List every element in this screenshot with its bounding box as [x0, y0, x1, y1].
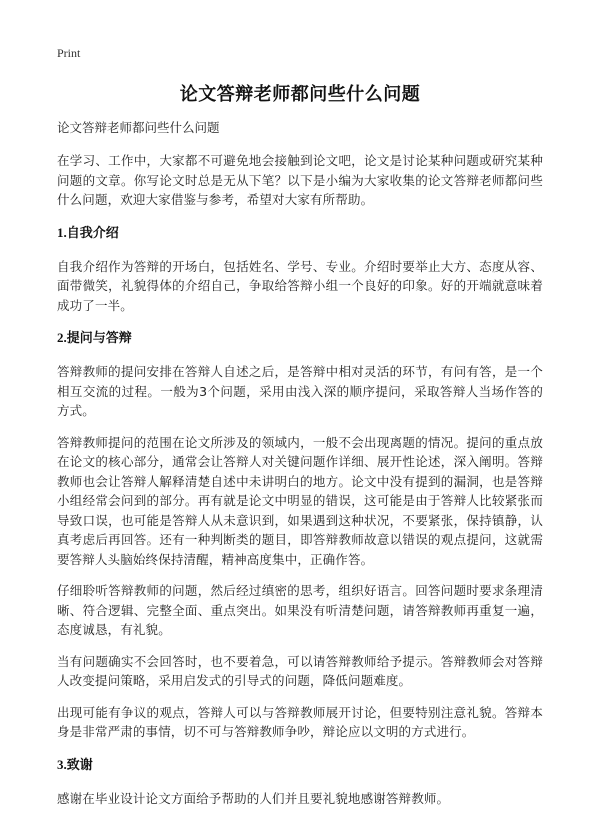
print-link[interactable]: Print [57, 46, 81, 60]
qa-paragraph-3: 仔细聆听答辩教师的问题，然后经过缜密的思考，组织好语言。回答问题时要求条理清晰、符合逻辑、完整全面、重点突出。如果没有听清楚问题，请答辩教师再重复一遍，态度诚恳，有礼貌。 [57, 583, 543, 637]
qa-paragraph-5: 出现可能有争议的观点，答辩人可以与答辩教师展开讨论，但要特别注意礼貌。答辩本身是非常严肃的事情，切不可与答辩教师争吵，辩论应以文明的方式进行。 [57, 704, 543, 739]
section-heading-thanks: 3.致谢 [57, 756, 93, 772]
qa-paragraph-2: 答辩教师提问的范围在论文所涉及的领域内，一般不会出现离题的情况。提问的重点放在论文的核心部分，通常会让答辩人对关键问题作详细、展开性论述，深入阐明。答辩教师也会让答辩人解释清楚自述中未讲明白的地方。论文中没有提到的漏洞，也是答辩小组经常会问到的部分。再有就是论文中明显的错误，这可能是由于答辩人比较紧张而导致口误，也可能是答辩人从未意识到，如果遇到这种状况，不要紧张，保持镇静，认真考虑后再回答。还有一种判断类的题目，即答辩教师故意以错误的观点提问，这就需要答辩人头脑始终保持清醒，精神高度集中，正确作答。 [57, 434, 543, 567]
qa-paragraph-1: 答辩教师的提问安排在答辩人自述之后，是答辩中相对灵活的环节，有问有答，是一个相互交流的过程。一般为3个问题，采用由浅入深的顺序提问，采取答辩人当场作答的方式。 [57, 364, 543, 418]
section-heading-qa: 2.提问与答辩 [57, 330, 132, 345]
intro-paragraph: 在学习、工作中，大家都不可避免地会接触到论文吧，论文是讨论某种问题或研究某种问题的文章。你写论文时总是无从下笔？以下是小编为大家收集的论文答辩老师都问些什么问题，欢迎大家借鉴与参考，希望对大家有所帮助。 [57, 153, 543, 207]
article-subtitle: 论文答辩老师都问些什么问题 [57, 120, 220, 135]
qa-paragraph-4: 当有问题确实不会回答时，也不要着急，可以请答辩教师给予提示。答辩教师会对答辩人改变提问策略，采用启发式的引导式的问题，降低问题难度。 [57, 653, 543, 688]
article-body [57, 118, 543, 820]
self-intro-paragraph: 自我介绍作为答辩的开场白，包括姓名、学号、专业。介绍时要举止大方、态度从容、面带微笑，礼貌得体的介绍自己，争取给答辩小组一个良好的印象。好的开端就意味着成功了一半。 [57, 258, 543, 313]
thanks-paragraph: 感谢在毕业设计论文方面给予帮助的人们并且要礼貌地感谢答辩教师。 [57, 790, 450, 806]
page-title: 论文答辩老师都问些什么问题 [179, 84, 421, 105]
section-heading-self-intro: 1.自我介绍 [57, 224, 119, 240]
